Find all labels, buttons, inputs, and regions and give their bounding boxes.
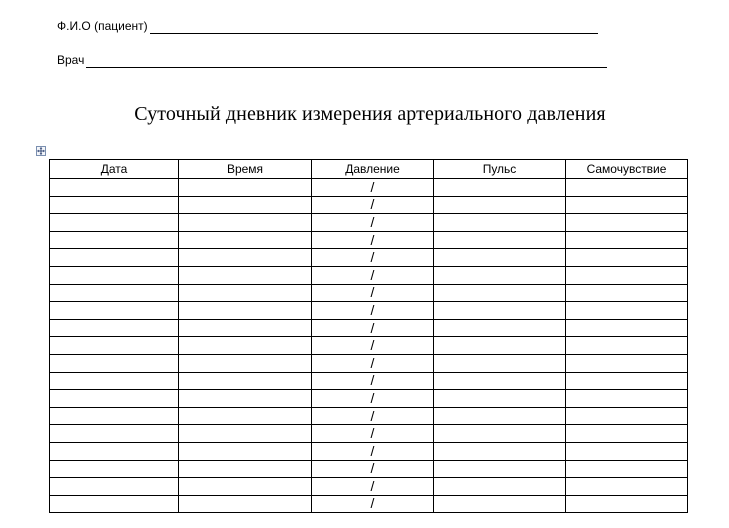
pressure-cell[interactable] xyxy=(312,495,434,513)
table-row xyxy=(50,179,688,197)
date-cell[interactable] xyxy=(50,266,179,284)
pressure-separator: / xyxy=(370,178,375,195)
wellbeing-cell[interactable] xyxy=(566,179,688,197)
pressure-separator: / xyxy=(370,284,375,301)
page-title: Суточный дневник измерения артериального давления xyxy=(134,103,606,125)
patient-name-field[interactable] xyxy=(57,18,598,34)
pressure-separator: / xyxy=(370,407,375,424)
time-cell[interactable] xyxy=(179,179,312,197)
table-row xyxy=(50,495,688,513)
time-cell[interactable] xyxy=(179,214,312,232)
header-date: Дата xyxy=(50,160,179,179)
pulse-cell[interactable] xyxy=(434,460,566,478)
pressure-separator: / xyxy=(370,213,375,230)
pressure-separator: / xyxy=(370,231,375,248)
pressure-cell[interactable] xyxy=(312,337,434,355)
date-cell[interactable] xyxy=(50,214,179,232)
pressure-cell[interactable] xyxy=(312,284,434,302)
wellbeing-cell[interactable] xyxy=(566,442,688,460)
time-cell[interactable] xyxy=(179,284,312,302)
pressure-cell[interactable] xyxy=(312,179,434,197)
time-cell[interactable] xyxy=(179,478,312,496)
wellbeing-cell[interactable] xyxy=(566,337,688,355)
date-cell[interactable] xyxy=(50,425,179,443)
date-cell[interactable] xyxy=(50,354,179,372)
wellbeing-cell[interactable] xyxy=(566,231,688,249)
date-cell[interactable] xyxy=(50,249,179,267)
table-header-row xyxy=(50,160,688,179)
doctor-label: Врач xyxy=(57,53,85,67)
wellbeing-cell[interactable] xyxy=(566,372,688,390)
date-cell[interactable] xyxy=(50,495,179,513)
date-cell[interactable] xyxy=(50,337,179,355)
table-row xyxy=(50,302,688,320)
pressure-separator: / xyxy=(370,301,375,318)
wellbeing-cell[interactable] xyxy=(566,425,688,443)
pulse-cell[interactable] xyxy=(434,495,566,513)
table-row xyxy=(50,390,688,408)
date-cell[interactable] xyxy=(50,407,179,425)
wellbeing-cell[interactable] xyxy=(566,495,688,513)
time-cell[interactable] xyxy=(179,319,312,337)
date-cell[interactable] xyxy=(50,390,179,408)
time-cell[interactable] xyxy=(179,372,312,390)
pressure-separator: / xyxy=(370,319,375,336)
pressure-separator: / xyxy=(370,354,375,371)
pressure-separator: / xyxy=(370,337,375,354)
header-pressure: Давление xyxy=(312,160,434,179)
table-row xyxy=(50,372,688,390)
pressure-cell[interactable] xyxy=(312,460,434,478)
table-row xyxy=(50,337,688,355)
table-row xyxy=(50,478,688,496)
pulse-cell[interactable] xyxy=(434,196,566,214)
pulse-cell[interactable] xyxy=(434,478,566,496)
time-cell[interactable] xyxy=(179,196,312,214)
time-cell[interactable] xyxy=(179,302,312,320)
table-body xyxy=(50,179,688,513)
pressure-separator: / xyxy=(370,425,375,442)
pulse-cell[interactable] xyxy=(434,179,566,197)
pressure-diary-table xyxy=(49,159,688,513)
pulse-cell[interactable] xyxy=(434,337,566,355)
pressure-separator: / xyxy=(370,460,375,477)
table-row xyxy=(50,442,688,460)
pressure-separator: / xyxy=(370,372,375,389)
pressure-cell[interactable] xyxy=(312,478,434,496)
pulse-cell[interactable] xyxy=(434,249,566,267)
pressure-cell[interactable] xyxy=(312,407,434,425)
patient-label: Ф.И.О (пациент) xyxy=(57,19,148,33)
pulse-cell[interactable] xyxy=(434,302,566,320)
header-pulse: Пульс xyxy=(434,160,566,179)
wellbeing-cell[interactable] xyxy=(566,214,688,232)
pressure-separator: / xyxy=(370,477,375,494)
pressure-cell[interactable] xyxy=(312,266,434,284)
date-cell[interactable] xyxy=(50,478,179,496)
pulse-cell[interactable] xyxy=(434,266,566,284)
table-move-handle-icon[interactable] xyxy=(36,146,46,156)
time-cell[interactable] xyxy=(179,390,312,408)
pressure-cell[interactable] xyxy=(312,372,434,390)
table-row xyxy=(50,460,688,478)
pressure-separator: / xyxy=(370,196,375,213)
table-row xyxy=(50,214,688,232)
pulse-cell[interactable] xyxy=(434,407,566,425)
time-cell[interactable] xyxy=(179,337,312,355)
wellbeing-cell[interactable] xyxy=(566,319,688,337)
time-cell[interactable] xyxy=(179,495,312,513)
pressure-cell[interactable] xyxy=(312,442,434,460)
date-cell[interactable] xyxy=(50,442,179,460)
pulse-cell[interactable] xyxy=(434,372,566,390)
pulse-cell[interactable] xyxy=(434,319,566,337)
time-cell[interactable] xyxy=(179,442,312,460)
pressure-cell[interactable] xyxy=(312,354,434,372)
wellbeing-cell[interactable] xyxy=(566,249,688,267)
table-row xyxy=(50,319,688,337)
date-cell[interactable] xyxy=(50,319,179,337)
table-row xyxy=(50,266,688,284)
date-cell[interactable] xyxy=(50,179,179,197)
table-row xyxy=(50,231,688,249)
time-cell[interactable] xyxy=(179,266,312,284)
time-cell[interactable] xyxy=(179,231,312,249)
pressure-cell[interactable] xyxy=(312,249,434,267)
table-row xyxy=(50,425,688,443)
wellbeing-cell[interactable] xyxy=(566,460,688,478)
wellbeing-cell[interactable] xyxy=(566,196,688,214)
pressure-separator: / xyxy=(370,266,375,283)
date-cell[interactable] xyxy=(50,372,179,390)
table-row xyxy=(50,196,688,214)
wellbeing-cell[interactable] xyxy=(566,266,688,284)
wellbeing-cell[interactable] xyxy=(566,354,688,372)
pressure-cell[interactable] xyxy=(312,390,434,408)
pulse-cell[interactable] xyxy=(434,442,566,460)
table-row xyxy=(50,354,688,372)
pressure-cell[interactable] xyxy=(312,231,434,249)
pressure-cell[interactable] xyxy=(312,425,434,443)
pulse-cell[interactable] xyxy=(434,214,566,232)
wellbeing-cell[interactable] xyxy=(566,407,688,425)
wellbeing-cell[interactable] xyxy=(566,478,688,496)
wellbeing-cell[interactable] xyxy=(566,302,688,320)
date-cell[interactable] xyxy=(50,284,179,302)
table-row xyxy=(50,284,688,302)
pulse-cell[interactable] xyxy=(434,390,566,408)
pressure-cell[interactable] xyxy=(312,319,434,337)
table-row xyxy=(50,407,688,425)
wellbeing-cell[interactable] xyxy=(566,284,688,302)
date-cell[interactable] xyxy=(50,231,179,249)
time-cell[interactable] xyxy=(179,354,312,372)
pressure-separator: / xyxy=(370,442,375,459)
time-cell[interactable] xyxy=(179,460,312,478)
pulse-cell[interactable] xyxy=(434,354,566,372)
pressure-cell[interactable] xyxy=(312,302,434,320)
wellbeing-cell[interactable] xyxy=(566,390,688,408)
time-cell[interactable] xyxy=(179,249,312,267)
pulse-cell[interactable] xyxy=(434,284,566,302)
pressure-separator: / xyxy=(370,249,375,266)
header-time: Время xyxy=(179,160,312,179)
pressure-separator: / xyxy=(370,389,375,406)
table-row xyxy=(50,249,688,267)
pulse-cell[interactable] xyxy=(434,425,566,443)
pressure-separator: / xyxy=(370,495,375,512)
patient-name-line[interactable] xyxy=(150,21,598,34)
header-wellbeing: Самочувствие xyxy=(566,160,688,179)
time-cell[interactable] xyxy=(179,407,312,425)
pressure-cell[interactable] xyxy=(312,196,434,214)
date-cell[interactable] xyxy=(50,196,179,214)
doctor-name-line[interactable] xyxy=(86,55,607,68)
pulse-cell[interactable] xyxy=(434,231,566,249)
date-cell[interactable] xyxy=(50,302,179,320)
pressure-cell[interactable] xyxy=(312,214,434,232)
doctor-name-field[interactable] xyxy=(57,52,607,68)
time-cell[interactable] xyxy=(179,425,312,443)
date-cell[interactable] xyxy=(50,460,179,478)
